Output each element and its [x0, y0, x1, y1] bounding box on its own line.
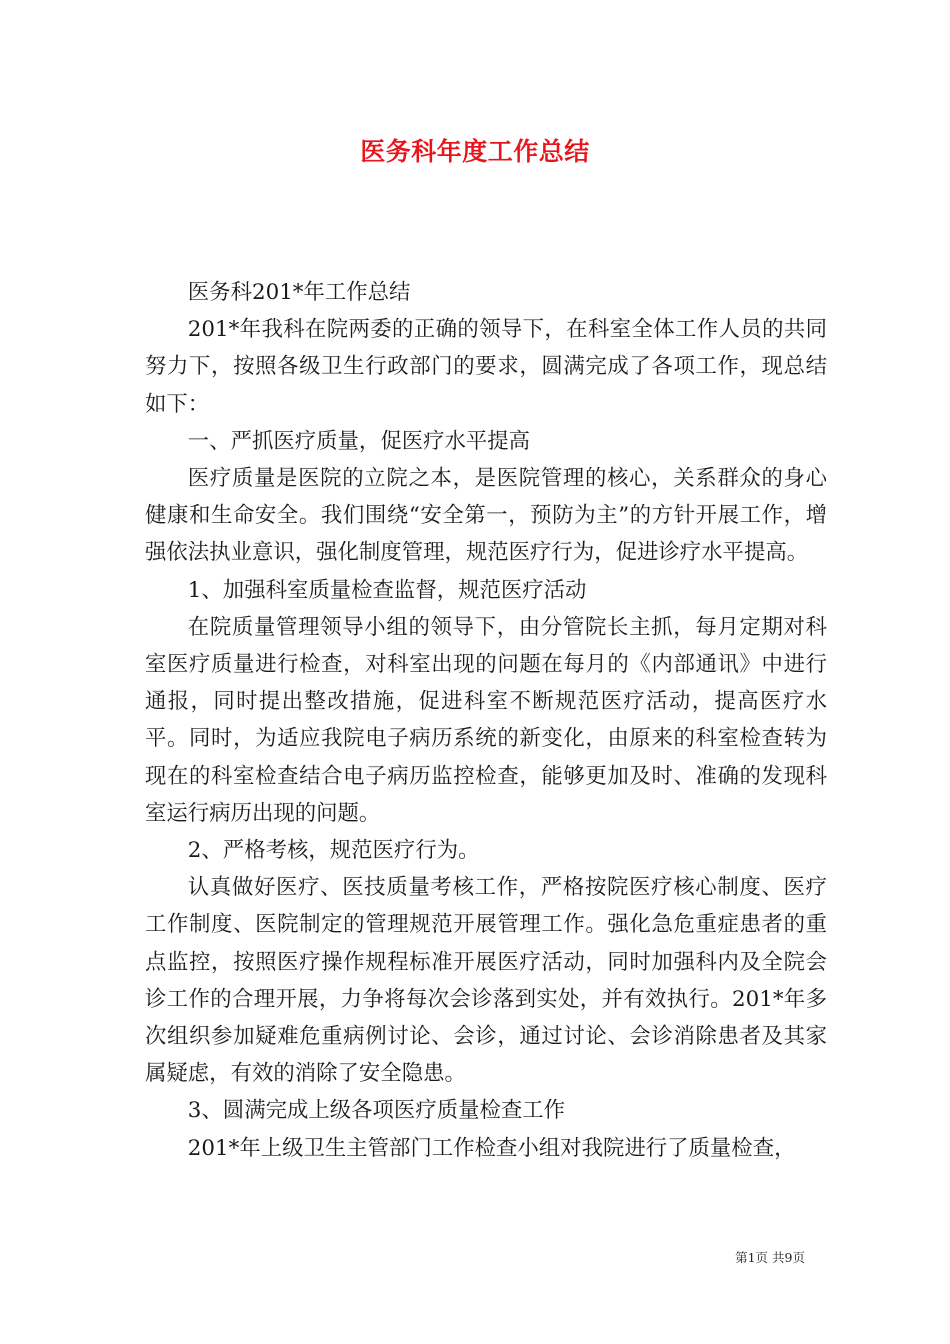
document-title: 医务科年度工作总结: [360, 137, 590, 166]
document-body: [145, 274, 827, 1167]
paragraph-inspection: 在院质量管理领导小组的领导下，由分管院长主抓，每月定期对科室医疗质量进行检查，对科室出现的问题在每月的《内部通讯》中进行通报，同时提出整改措施，促进科室不断规范医疗活动，提高医疗水平。同时，为适应我院电子病历系统的新变化，由原来的科室检查转为现在的科室检查结合电子病历监控检查，能够更加及时、准确的发现科室运行病历出现的问题。: [145, 614, 827, 826]
paragraph-heading: 医务科201*年工作总结: [187, 280, 411, 305]
page-number: 第1页 共9页: [735, 1250, 805, 1265]
subsection-heading-3: 3、圆满完成上级各项医疗质量检查工作: [187, 1098, 566, 1124]
section-heading-1: 一、严抓医疗质量，促医疗水平提高: [187, 428, 531, 454]
paragraph-quality: 医疗质量是医院的立院之本，是医院管理的核心，关系群众的身心健康和生命安全。我们围绕“安全第一，预防为主”的方针开展工作，增强依法执业意识，强化制度管理，规范医疗行为，促进诊疗水平提高。: [145, 466, 827, 566]
paragraph-assessment: 认真做好医疗、医技质量考核工作，严格按院医疗核心制度、医疗工作制度、医院制定的管理规范开展管理工作。强化急危重症患者的重点监控，按照医疗操作规程标准开展医疗活动，同时加强科内及全院会诊工作的合理开展，力争将每次会诊落到实处，并有效执行。201*年多次组织参加疑难危重病例讨论、会诊，通过讨论、会诊消除患者及其家属疑虑，有效的消除了安全隐患。: [145, 875, 827, 1087]
subsection-heading-1: 1、加强科室质量检查监督，规范医疗活动: [187, 577, 587, 603]
paragraph-superior-check: 201*年上级卫生主管部门工作检查小组对我院进行了质量检查，: [187, 1135, 796, 1161]
subsection-heading-2: 2、严格考核，规范医疗行为。: [187, 838, 480, 864]
paragraph-intro: 201*年我科在院两委的正确的领导下，在科室全体工作人员的共同努力下，按照各级卫生行政部门的要求，圆满完成了各项工作，现总结如下：: [145, 317, 827, 417]
